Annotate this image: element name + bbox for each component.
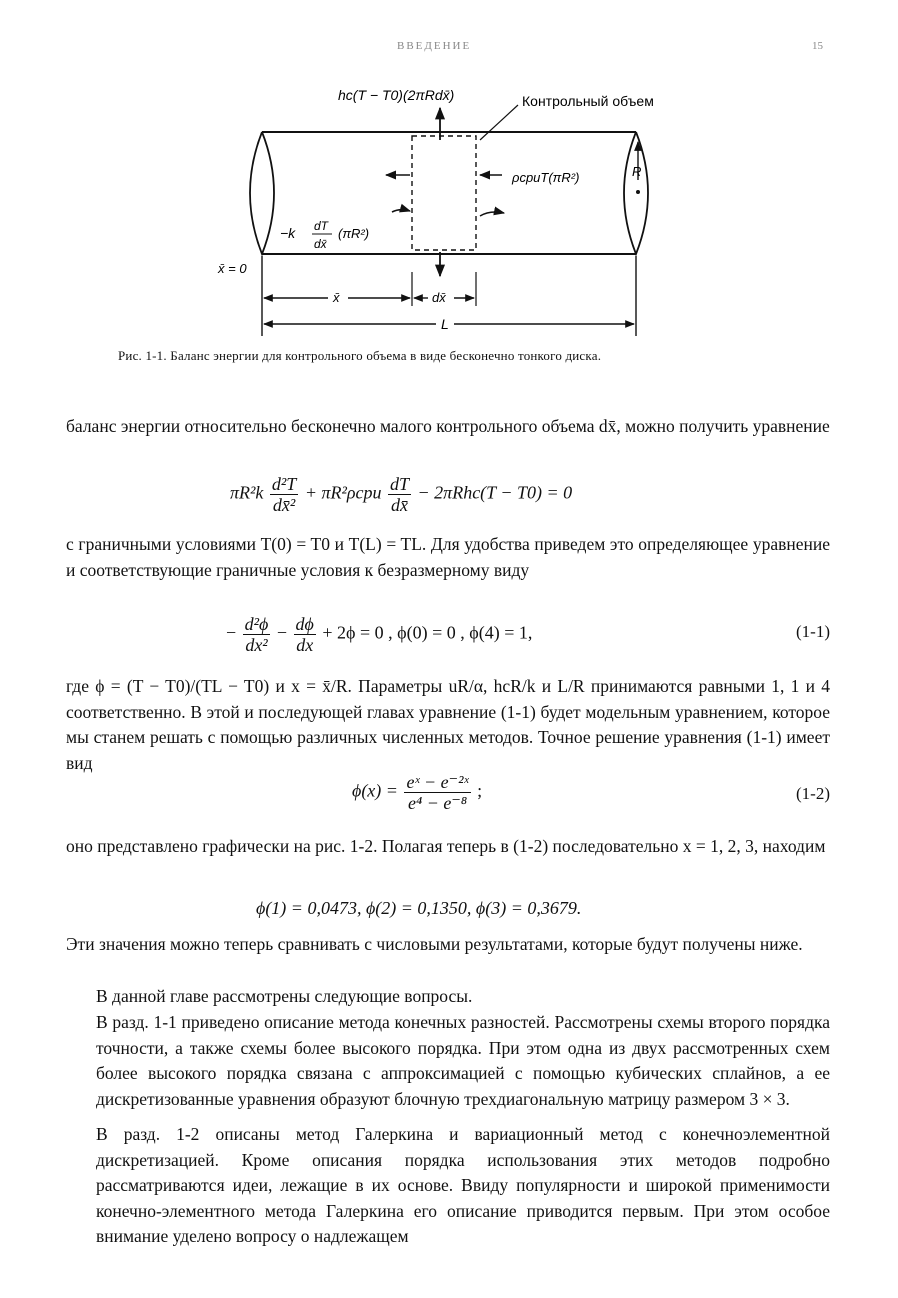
eq-1-2-num: eˣ − e⁻²ˣ [406, 772, 469, 792]
conduction-frac-num: dT [314, 219, 329, 233]
paragraph-topics [66, 984, 830, 1010]
conduction-arrow-right [480, 212, 504, 216]
paragraph-energy-balance: баланс энергии относительно бесконечно малого контрольного объема dx̄, можно получить уравнение [66, 416, 830, 436]
eq-1-1-frac2-num: dϕ [295, 614, 314, 634]
eq-main-term2: + πR²ρcpu [304, 482, 382, 503]
length-label: L [441, 316, 449, 332]
paragraph-boundary-conditions: с граничными условиями T(0) = T0 и T(L) = TL. Для удобства приведем это определяющее уравнение и соответствующие граничные условия к безразмерному виду [66, 534, 830, 580]
eq-1-2-number: (1-2) [796, 784, 830, 803]
eq-main-frac2 [388, 474, 411, 515]
eq-1-1-rest: + 2ϕ = 0 , ϕ(0) = 0 , ϕ(4) = 1, [322, 622, 533, 643]
equation-values [66, 896, 830, 924]
eq-main-frac2-den: dx̄ [391, 495, 409, 515]
eq-1-2-den: e⁴ − e⁻⁸ [407, 793, 468, 813]
page-number: 15 [812, 40, 823, 52]
paragraph-section-1-2-text: В разд. 1-2 описаны метод Галеркина и вариационный метод с конечноэлементной дискретизацией. Кроме описания порядка использования этих методов подробно рассматриваются идеи, лежащие в их основе. Ввиду популярности и широкой применимости конечно-элементного метода Галеркина его описание приводится первым. При этом особое внимание уделено вопросу о надлежащем [96, 1124, 830, 1246]
control-volume-pointer [480, 105, 518, 140]
paragraph-section-1-1 [66, 1010, 830, 1112]
conduction-frac-den: dx̄ [314, 237, 327, 251]
figure-caption: Рис. 1-1. Баланс энергии для контрольного объема в виде бесконечно тонкого диска. [118, 348, 602, 363]
equation-1-1 [66, 612, 830, 668]
eq-1-1-number: (1-1) [796, 622, 830, 641]
eq-values-text: ϕ(1) = 0,0473, ϕ(2) = 0,1350, ϕ(3) = 0,3679. [256, 898, 582, 918]
figure-drawing [200, 80, 720, 352]
equation-main [66, 470, 830, 526]
paragraph-comparison: Эти значения можно теперь сравнивать с числовыми результатами, которые будут получены ниже. [66, 934, 803, 954]
eq-1-1-frac1-den: dx² [245, 635, 268, 655]
origin-label: x̄ = 0 [218, 261, 247, 276]
paragraph-topics-text: В данной главе рассмотрены следующие вопросы. [96, 986, 473, 1006]
axis-point [636, 190, 640, 194]
paragraph-graph-reference: оно представлено графически на рис. 1-2. Полагая теперь в (1-2) последовательно x = 1, 2, 3, находим [66, 836, 826, 856]
conduction-label-right: (πR²) [338, 226, 370, 241]
eq-1-1-minus: − [226, 622, 237, 643]
running-head-title: ВВЕДЕНИЕ [397, 40, 472, 52]
right-end-disk [624, 132, 648, 254]
energy-balance-figure [200, 80, 720, 352]
running-head [0, 40, 898, 60]
eq-1-1-frac1 [243, 614, 271, 655]
eq-1-2-frac [404, 772, 470, 813]
eq-main-term3: − 2πRhc(T − T0) = 0 [417, 482, 573, 503]
paragraph-section-1-1-text: В разд. 1-1 приведено описание метода конечных разностей. Рассмотрены схемы второго порядка точности, а также схемы более высокого порядка. При этом одна из двух рассмотренных схем более высокого порядка связана с аппроксимацией с помощью кубических сплайнов, а ее дискретизованные уравнения образуют блочную трехдиагональную матрицу размером 3 × 3. [96, 1012, 830, 1109]
eq-1-1-frac2-den: dx [296, 635, 314, 655]
convection-label: ρcpuT(πR²) [512, 170, 580, 185]
conduction-label-left: −k [280, 225, 296, 241]
paragraph-section-1-2 [66, 1122, 830, 1250]
eq-main-frac2-num: dT [390, 474, 410, 494]
left-end-disk [250, 132, 274, 254]
dx-label: dx̄ [432, 290, 446, 305]
eq-1-2-semicolon: ; [477, 780, 483, 801]
control-volume-label: Контрольный объем [522, 93, 654, 109]
eq-1-2-lhs: ϕ(x) = [352, 780, 398, 801]
control-volume-box [412, 136, 476, 250]
conduction-arrow-left [392, 210, 410, 212]
eq-main-frac1-num: d²T [271, 474, 297, 494]
paragraph-parameters: где ϕ = (T − T0)/(TL − T0) и x = x̄/R. Параметры uR/α, hcR/k и L/R принимаются равными 1, 1 и 4 соответственно. В этой и последующей главах уравнение (1-1) будет модельным уравнением, которое мы станем решать с помощью различных численных методов. Точное решение уравнения (1-1) имеет вид [66, 676, 830, 773]
eq-main-frac1-den: dx̄² [272, 495, 296, 515]
eq-1-1-frac2 [294, 614, 316, 655]
eq-1-1-frac1-num: d²ϕ [244, 614, 269, 634]
radius-label: R [632, 164, 642, 179]
eq-main-frac1 [270, 474, 298, 515]
eq-1-1-minus2: − [276, 622, 288, 643]
heat-loss-label: hc(T − T0)(2πRdx̄) [338, 87, 455, 103]
eq-main-term1: πR²k [230, 482, 264, 503]
x-label: x̄ [333, 290, 340, 305]
equation-1-2 [66, 770, 830, 826]
